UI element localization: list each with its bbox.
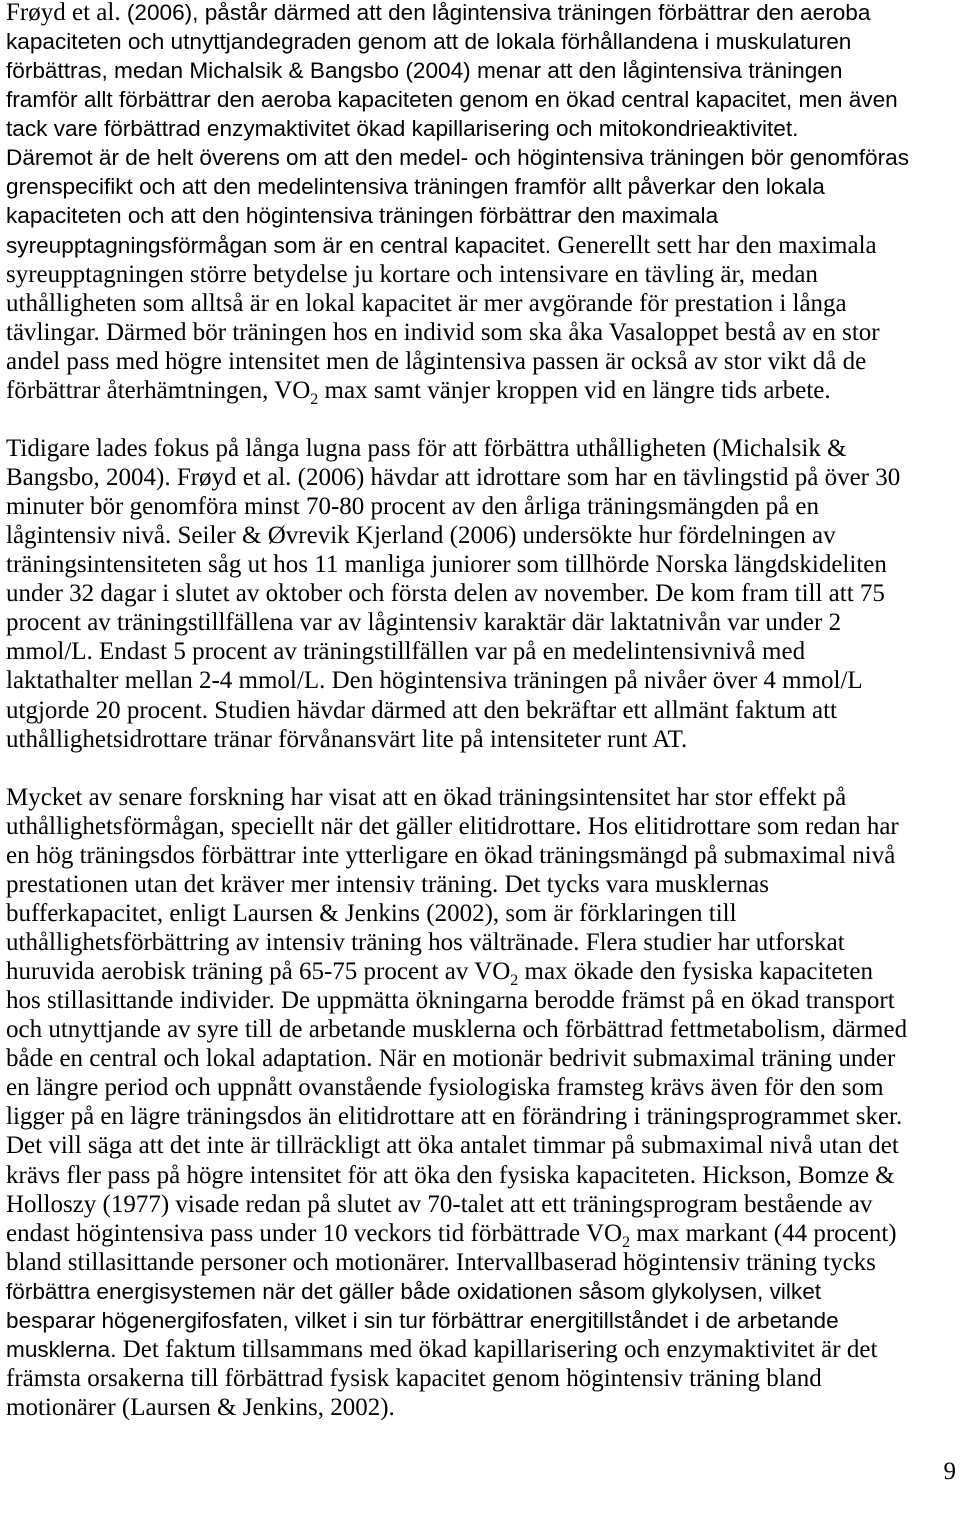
text-line [6,27,960,56]
text-run: minuter bör genomföra minst 70-80 procent av den årliga träningsmängden på en [6,493,819,521]
text-line [6,434,960,463]
text-run: förbättrar återhämtningen, VO [6,376,311,404]
text-run: en längre period och uppnått ovanstående fysiologiska framsteg krävs även för den som [6,1074,884,1102]
text-line [6,725,960,754]
text-run: syreupptagningsförmågan som är en central kapacitet. [6,232,552,258]
text-line [6,318,960,347]
text-run: tävlingar. Därmed bör träningen hos en individ som ska åka Vasaloppet bestå av en stor [6,318,880,346]
text-run: syreupptagningen större betydelse ju kortare och intensivare en tävling är, medan [6,260,818,288]
text-run: framför allt förbättrar den aeroba kapaciteten genom en ökad central kapacitet, men även [6,87,898,113]
text-run: musklerna. [6,1336,117,1362]
text-run: tack vare förbättrad enzymaktivitet ökad kapillarisering och mitokondrieaktivitet. [6,116,799,142]
text-run: uthållighetsförbättring av intensiv träning hos vältränade. Flera studier har utforskat [6,929,845,956]
text-run: Bangsbo, 2004). Frøyd et al. (2006) hävdar att idrottare som har en tävlingstid på över 30 [6,464,901,491]
text-line [6,85,960,114]
text-run: Frøyd et al. [6,0,121,26]
text-line [6,986,960,1015]
text-run: max samt vänjer kroppen vid en längre tids arbete. [318,376,831,404]
subscript: 2 [310,390,319,408]
text-line [6,1015,960,1044]
text-run: max ökade den fysiska kapaciteten [518,958,873,986]
text-run: förbättra energisystemen när det gäller både oxidationen såsom glykolysen, vilket [6,1278,822,1304]
text-run: Det faktum tillsammans med ökad kapillarisering och enzymaktivitet är det [116,1335,878,1363]
text-line [6,463,960,492]
text-line [6,1393,960,1422]
text-run: Det vill säga att det inte är tillräckligt att öka antalet timmar på submaximal nivå utan det [6,1132,899,1160]
text-run: mmol/L. Endast 5 procent av träningstillfällen var på en medelintensivnivå med [6,638,806,666]
paragraph [6,783,960,1422]
text-line [6,957,960,990]
text-run: prestationen utan det kräver mer intensiv träning. Det tycks vara musklernas [6,870,769,898]
text-line [6,56,960,85]
text-run: förbättras, medan Michalsik & Bangsbo (2004) menar att den lågintensiva träningen [6,58,843,84]
text-line [6,201,960,230]
text-run: endast högintensiva pass under 10 veckors tid förbättrade VO [6,1219,623,1247]
text-run: max markant (44 procent) [630,1219,897,1247]
text-run: huruvida aerobisk träning på 65-75 procent av VO [6,958,511,986]
text-line [6,870,960,899]
text-run: Mycket av senare forskning har visat att en ökad träningsintensitet har stor effekt på [6,783,847,811]
text-line [6,347,960,376]
text-run: krävs fler pass på högre intensitet för att öka den fysiska kapaciteten. Hickson, Bomze & [6,1161,895,1189]
text-line [6,696,960,725]
text-line [6,928,960,957]
text-run: främsta orsakerna till förbättrad fysisk kapacitet genom högintensiv träning bland [6,1364,822,1392]
text-run: Tidigare lades fokus på långa lugna pass för att förbättra uthålligheten (Michalsik & [6,434,847,462]
text-run: kapaciteten och utnyttjandegraden genom att de lokala förhållandena i muskulaturen [6,29,852,55]
text-line [6,521,960,550]
text-line [6,812,960,841]
paragraph [6,434,960,754]
text-run: grenspecifikt och att den medelintensiva träningen framför allt påverkar den lokala [6,174,825,200]
text-run: uthållighetsidrottare tränar förvånansvärt lite på intensiteter runt AT. [6,725,688,753]
text-run: bufferkapacitet, enligt Laursen & Jenkins (2002), som är förklaringen till [6,899,737,927]
text-line [6,1248,960,1277]
text-line [6,1190,960,1219]
text-line [6,172,960,201]
text-line [6,1073,960,1102]
paragraph [6,0,960,408]
text-run: kapaciteten och att den högintensiva träningen förbättrar den maximala [6,203,719,229]
text-run: uthålligheten som alltså är en lokal kapacitet är mer avgörande för prestation i långa [6,289,847,317]
text-line [6,666,960,695]
text-run: lågintensiv nivå. Seiler & Øvrevik Kjerland (2006) undersökte hur fördelningen av [6,522,836,550]
text-run: utgjorde 20 procent. Studien hävdar därmed att den bekräftar ett allmänt faktum att [6,696,837,724]
text-run: bland stillasittande personer och motionärer. Intervallbaserad högintensiv träning tycks [6,1248,876,1276]
text-run: Generellt sett har den maximala [551,231,877,259]
text-line [6,1219,960,1251]
text-run: uthållighetsförmågan, speciellt när det gäller elitidrottare. Hos elitidrottare som redan har [6,812,899,840]
text-run: procent av träningstillfällena var av lågintensiv karaktär där laktatnivån var under 2 [6,609,842,637]
text-run: motionärer (Laursen & Jenkins, 2002). [6,1394,395,1421]
text-line [6,143,960,172]
text-line [6,1306,960,1335]
text-line [6,492,960,521]
text-line [6,1277,960,1306]
text-line [6,231,960,260]
text-line [6,0,960,27]
text-line [6,608,960,637]
text-run: Däremot är de helt överens om att den medel- och högintensiva träningen bör genomföras [6,145,910,171]
text-run: (2006), påstår därmed att den lågintensiva träningen förbättrar den aeroba [120,0,871,25]
text-run: besparar högenergifosfaten, vilket i sin tur förbättrar energitillståndet i de arbetande [6,1307,839,1333]
text-line [6,579,960,608]
subscript: 2 [622,1233,631,1251]
text-line [6,1364,960,1393]
text-line [6,1131,960,1160]
text-line [6,637,960,666]
text-run: under 32 dagar i slutet av oktober och första delen av november. De kom fram till att 75 [6,580,885,608]
text-run: ligger på en lägre träningsdos än elitidrottare att en förändring i träningsprogrammet sker. [6,1103,903,1131]
text-line [6,289,960,318]
text-line [6,1161,960,1190]
text-line [6,783,960,812]
text-line [6,1044,960,1073]
subscript: 2 [510,972,519,990]
text-run: en hög träningsdos förbättrar inte ytterligare en ökad träningsmängd på submaximal nivå [6,841,896,869]
text-run: och utnyttjande av syre till de arbetande musklerna och förbättrad fettmetabolism, därmed [6,1016,908,1044]
text-line [6,376,960,408]
text-run: både en central och lokal adaptation. När en motionär bedrivit submaximal träning under [6,1045,896,1073]
text-run: andel pass med högre intensitet men de lågintensiva passen är också av stor vikt då de [6,347,867,375]
text-line [6,550,960,579]
text-run: träningsintensiteten såg ut hos 11 manliga juniorer som tillhörde Norska längdskideliten [6,551,887,579]
text-line [6,1335,960,1364]
text-line [6,114,960,143]
text-run: hos stillasittande individer. De uppmätta ökningarna berodde främst på en ökad transport [6,987,895,1015]
text-run: laktathalter mellan 2-4 mmol/L. Den högintensiva träningen på nivåer över 4 mmol/L [6,667,863,695]
document-body [6,0,960,1451]
text-line [6,260,960,289]
text-line [6,1102,960,1131]
text-line [6,841,960,870]
page-number: 9 [943,1458,956,1485]
text-line [6,899,960,928]
text-run: Holloszy (1977) visade redan på slutet av 70-talet att ett träningsprogram bestående av [6,1190,873,1218]
